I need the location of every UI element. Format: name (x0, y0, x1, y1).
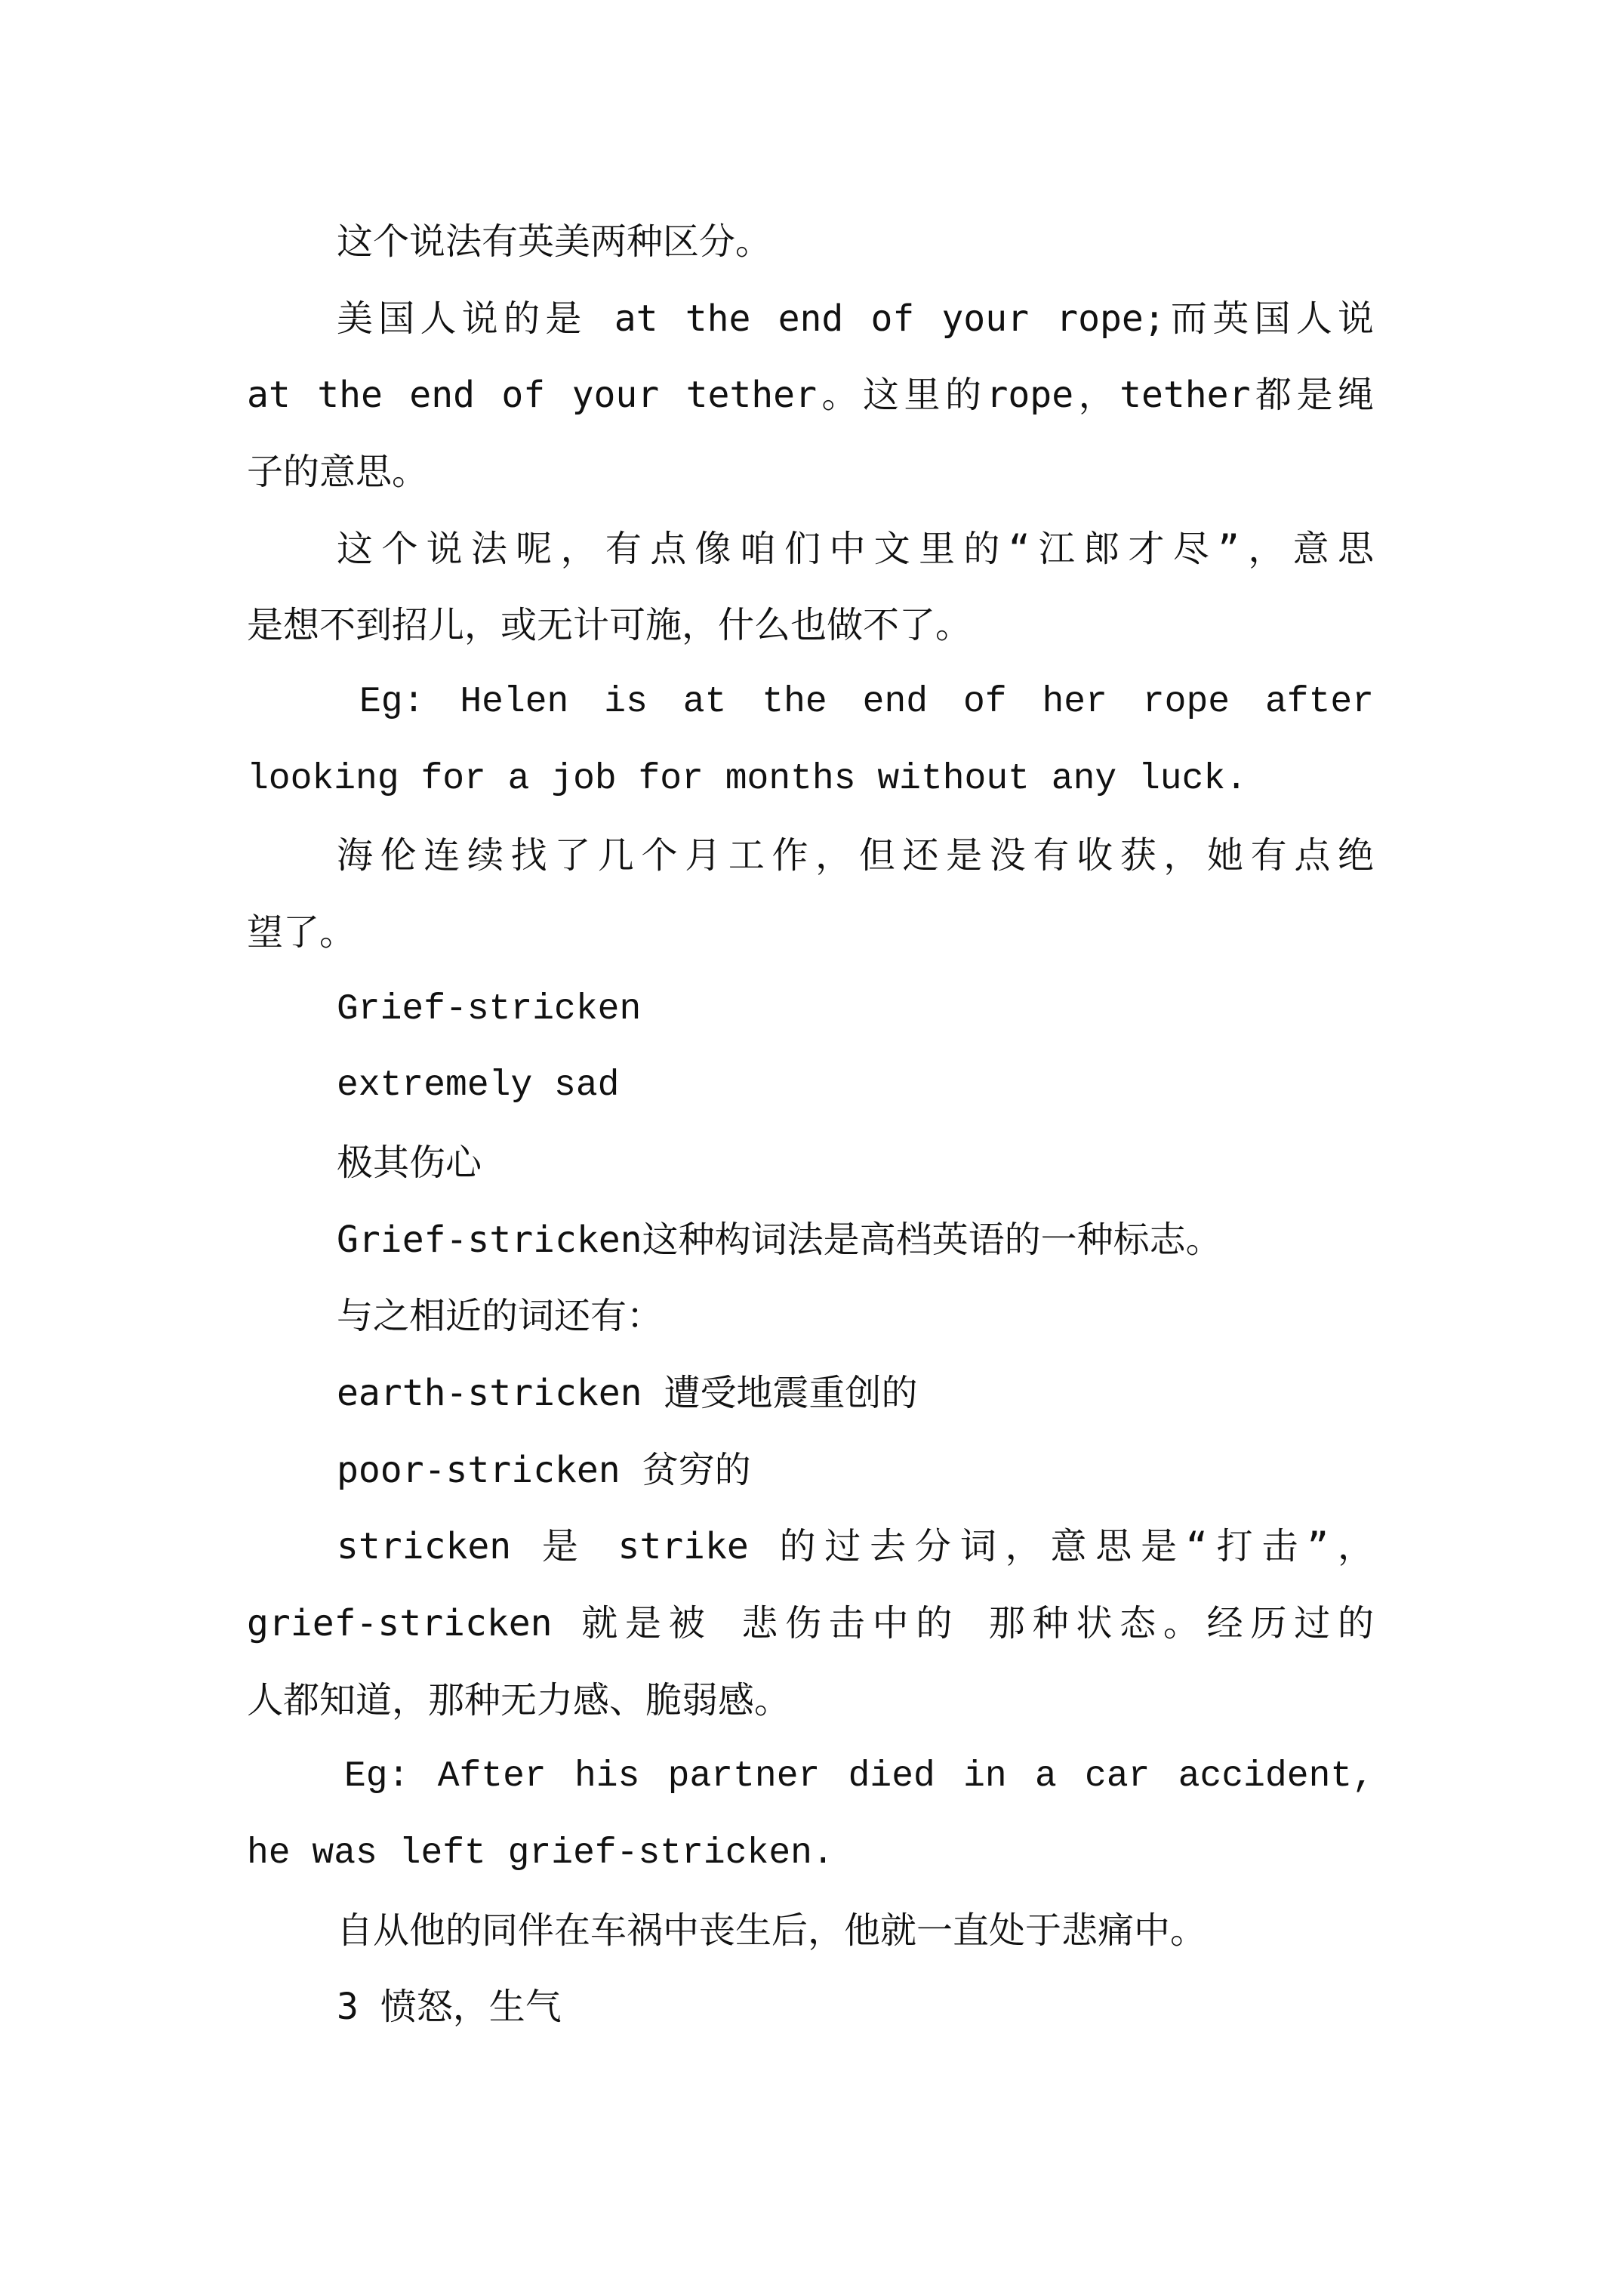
translation-line: 自从他的同伴在车祸中丧生后，他就一直处于悲痛中。 (337, 1909, 1207, 1952)
paragraph-line: 这个说法呢，有点像咱们中文里的“江郎才尽”，意思 (337, 528, 1374, 570)
example-line: Eg: After his partner died in a car accident, (344, 1756, 1374, 1797)
translation-line: 望了。 (247, 911, 356, 954)
paragraph-line: at the end of your tether。这里的rope，tether都是绳 (247, 374, 1374, 416)
related-word: earth-stricken 遭受地震重创的 (337, 1372, 918, 1414)
example-line: Eg: Helen is at the end of her rope after (359, 682, 1374, 723)
translation-line: 海伦连续找了几个月工作，但还是没有收获，她有点绝 (337, 834, 1374, 877)
section-heading: 3 愤怒，生气 (337, 1986, 562, 2028)
paragraph-line: Grief-stricken这种构词法是高档英语的一种标志。 (337, 1219, 1222, 1261)
paragraph-line: 是想不到招儿，或无计可施，什么也做不了。 (247, 604, 972, 646)
paragraph-line: 美国人说的是 at the end of your rope;而英国人说 (337, 297, 1374, 340)
paragraph-line: 人都知道，那种无力感、脆弱感。 (247, 1679, 791, 1721)
term-heading: Grief-stricken (337, 989, 642, 1030)
paragraph-line: 子的意思。 (247, 451, 429, 493)
paragraph-line: stricken 是 strike 的过去分词，意思是“打击”， (337, 1525, 1374, 1567)
example-line: he was left grief-stricken. (247, 1833, 834, 1874)
example-line: looking for a job for months without any luck. (247, 759, 1248, 800)
related-word: poor-stricken 贫穷的 (337, 1449, 751, 1491)
paragraph-line: 这个说法有英美两种区分。 (337, 220, 772, 263)
term-definition: extremely sad (337, 1065, 620, 1106)
paragraph-line: grief-stricken 就是被 悲伤击中的 那种状态。经历过的 (247, 1602, 1374, 1644)
term-translation: 极其伤心 (337, 1142, 482, 1184)
paragraph-line: 与之相近的词还有： (337, 1295, 664, 1337)
